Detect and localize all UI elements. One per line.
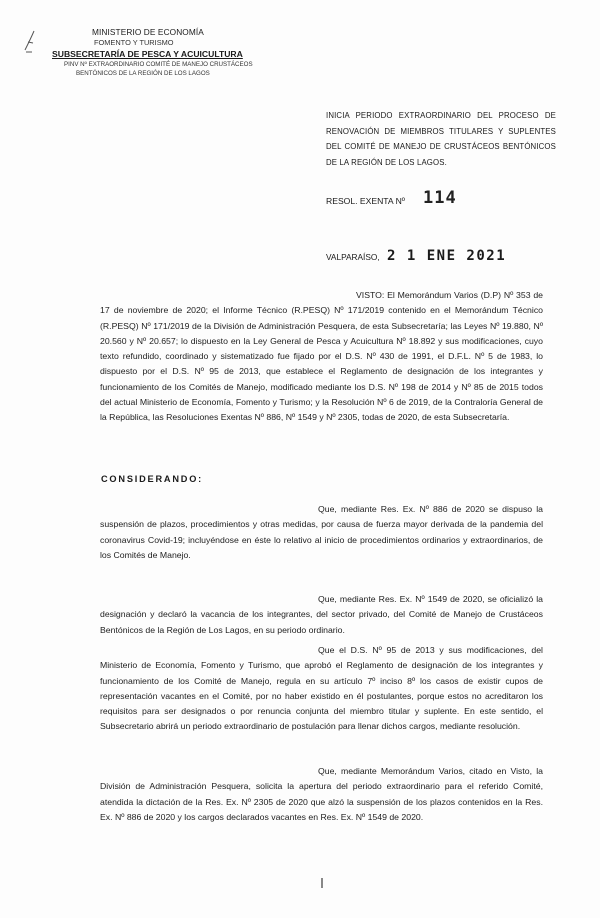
considerando-paragraph-1: Que, mediante Res. Ex. Nº 886 de 2020 se dispuso la suspensión de plazos, procedimientos y otras medidas, por causa de fuerza mayor derivada de la pandemia del coronavirus Covid-19; incluyéndose en éste lo relativo al inicio de procedimientos ordinarios y extraordinarios, de los Comités de Manejo. <box>100 504 543 560</box>
reference-line-1: PINV Nº EXTRAORDINARIO COMITÉ DE MANEJO CRUSTÁCEOS <box>64 61 253 68</box>
resolution-title: INICIA PERIODO EXTRAORDINARIO DEL PROCESO DE RENOVACIÓN DE MIEMBROS TITULARES Y SUPLENTES DEL COMITÉ DE MANEJO DE CRUSTÁCEOS BENTÓNICOS DE LA REGIÓN DE LOS LAGOS. <box>326 111 556 167</box>
resolution-label: RESOL. EXENTA Nº <box>326 196 405 206</box>
scan-mark <box>321 878 323 888</box>
subsecretaria-name: SUBSECRETARÍA DE PESCA Y ACUICULTURA <box>52 49 243 59</box>
place-city: VALPARAÍSO, <box>326 252 380 262</box>
considerando-paragraph-3: Que el D.S. Nº 95 de 2013 y sus modificaciones, del Ministerio de Economía, Fomento y Turismo, que aprobó el Reglamento de designación de los integrantes y funcionamiento de los Comité de Manejo, regula en su artículo 7º inciso 8º los casos de existir cupos de representación vacantes en el Comité, por no haber existido en él postulantes, porque estos no acreditaron los requisitos para ser designados o por renuncia conjunta del miembro titular y suplente. En este sentido, el Subsecretario abrirá un periodo extraordinario de postulación para llenar dichos cargos, mediante resolución. <box>100 645 543 732</box>
considerando-heading: CONSIDERANDO: <box>101 474 204 484</box>
considerando-paragraph-2: Que, mediante Res. Ex. Nº 1549 de 2020, se oficializó la designación y declaró la vacancia de los integrantes, del sector privado, del Comité de Manejo de Crustáceos Bentónicos de la Región de Los Lagos, en su periodo ordinario. <box>100 594 543 635</box>
handwritten-initial <box>22 28 38 54</box>
visto-paragraph: VISTO: El Memorándum Varios (D.P) Nº 353 de 17 de noviembre de 2020; el Informe Técnico (R.PESQ) Nº 171/2019 contenido en el Memorándum Técnico (R.PESQ) Nº 171/2019 de la División de Administración Pesquera, de esta Subsecretaría; las Leyes Nº 19.880, Nº 20.560 y Nº 20.657; lo dispuesto en la Ley General de Pesca y Acuicultura Nº 18.892 y sus modificaciones, cuyo texto refundido, coordinado y sistematizado fue fijado por el D.S. Nº 430 de 1991, el D.F.L. Nº 5 de 1983, lo dispuesto por el D.S. Nº 95 de 2013, que establece el Reglamento de designación de los integrantes y funcionamiento de los Comités de Manejo, modificado mediante los D.S. Nº 198 de 2014 y Nº 85 de 2015 todos del actual Ministerio de Economía, Fomento y Turismo; y la Resolución Nº 6 de 2019, de la Contraloría General de la República, las Resoluciones Exentas Nº 886, Nº 1549 y Nº 2305, todas de 2020, de esta Subsecretaría. <box>100 290 543 423</box>
reference-line-2: BENTÓNICOS DE LA REGIÓN DE LOS LAGOS <box>76 70 210 77</box>
ministry-subtitle: FOMENTO Y TURISMO <box>94 38 174 47</box>
resolution-number: 114 <box>423 188 457 208</box>
considerando-paragraph-4: Que, mediante Memorándum Varios, citado en Visto, la División de Administración Pesquera, solicita la apertura del periodo extraordinario para el referido Comité, atendida la dictación de la Res. Ex. Nº 2305 de 2020 que alzó la suspensión de los plazos contenidos en la Res. Ex. Nº 886 de 2020 y los cargos declarados vacantes en Res. Ex. Nº 1549 de 2020. <box>100 766 543 822</box>
letterhead <box>52 27 282 78</box>
date-stamp: 2 1 ENE 2021 <box>387 248 507 264</box>
ministry-name: MINISTERIO DE ECONOMÍA <box>92 27 204 37</box>
